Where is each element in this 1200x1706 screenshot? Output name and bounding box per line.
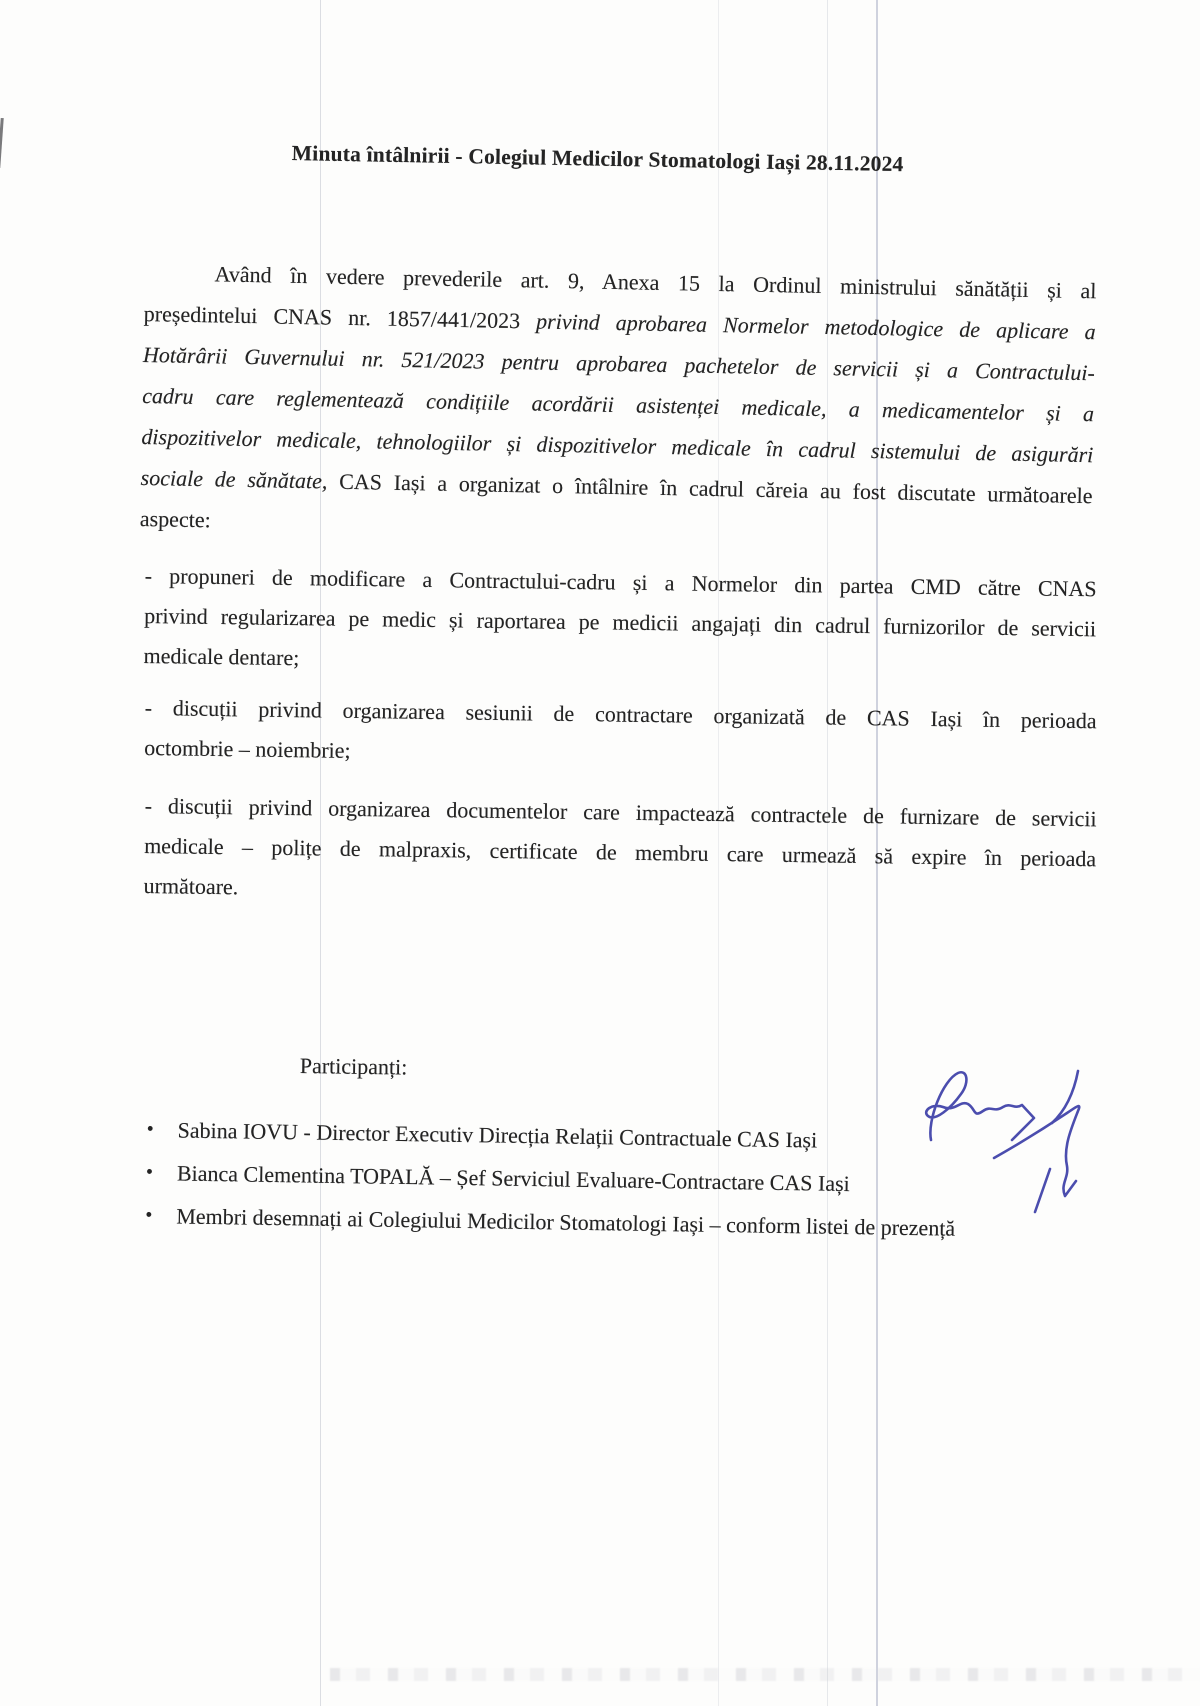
topic-line: octombrie – noiembrie; [143,734,351,763]
participant-item-text: Bianca Clementina TOPALĂ – Șef Serviciul Evaluare-Contractare CAS Iași [176,1160,850,1197]
participant-item-text: Membri desemnați ai Colegiului Medicilor Stomatologi Iași – conform listei de prezență [176,1203,956,1241]
topic-paragraph-3 [143,786,1097,919]
intro-line-italic: Hotărârii Guvernului nr. 521/2023 pentru aprobarea pachetelor de servicii și a Contractului- [142,341,1096,386]
scan-noise-strip [330,1668,1200,1681]
topic-line: - discuții privind organizarea sesiunii de contractare organizată de CAS Iași în perioada [144,694,1097,734]
topic-line: - discuții privind organizarea documentelor care impactează contractele de furnizare de servicii [144,792,1097,832]
topic-paragraph-2 [144,688,1097,781]
intro-line-text: CAS Iași a organizat o întâlnire în cadrul căreia au fost discutate următoarele [327,468,1093,509]
intro-paragraph [139,252,1096,557]
intro-line-italic: cadru care reglementează condițiile acordării asistenței medicale, a medicamentelor și a [142,382,1095,427]
topic-line: medicale – polițe de malpraxis, certificate de membru care urmează să expire în perioada [143,832,1097,872]
topic-line: următoare. [143,872,239,900]
topic-line: medicale dentare; [143,642,300,671]
signature-ink [915,1060,1107,1232]
scan-edge-artifact [0,118,4,168]
intro-line-italic: privind aprobarea Normelor metodologice de aplicare a [535,308,1096,345]
participant-item-text: Sabina IOVU - Director Executiv Direcția Relații Contractuale CAS Iași [177,1117,818,1153]
intro-line-italic: sociale de sănătate, [140,464,328,494]
participants-heading: Participanți: [299,1053,408,1080]
intro-line-text: aspecte: [139,505,211,533]
bullet-icon: • [145,1203,153,1227]
intro-line-text: președintelui CNAS nr. 1857/441/2023 [143,300,537,334]
intro-line-text: Având în vedere prevederile art. 9, Anexa 15 la Ordinul ministrului sănătății și al [214,261,1097,304]
document-title: Minuta întâlnirii - Colegiul Medicilor Stomatologi Iași 28.11.2024 [291,141,904,177]
intro-line-italic: dispozitivelor medicale, tehnologiilor și dispozitivelor medicale în cadrul sistemului de asigurări [141,423,1094,468]
bullet-icon: • [146,1117,154,1141]
topic-line: - propuneri de modificare a Contractului-cadru și a Normelor din partea CMD către CNAS [144,562,1097,602]
bullet-icon: • [145,1160,154,1184]
topic-line: privind regularizarea pe medic și raportarea pe medicii angajați din cadrul furnizorilor de servicii [143,602,1097,642]
topic-paragraph-1 [143,556,1097,689]
